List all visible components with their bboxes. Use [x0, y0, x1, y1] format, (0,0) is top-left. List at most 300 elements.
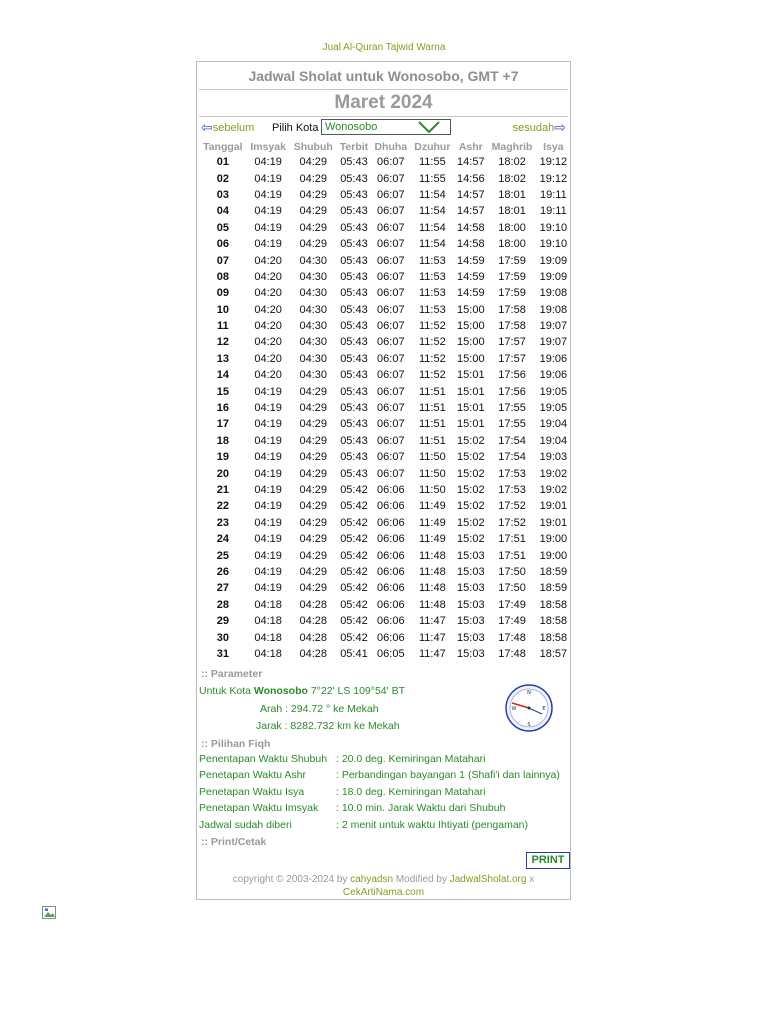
date-cell: 25 [216, 549, 229, 562]
time-cell: 06:06 [377, 565, 405, 578]
time-cell: 04:30 [299, 303, 327, 316]
fiqh-value: : 18.0 deg. Kemiringan Matahari [336, 785, 486, 798]
time-cell: 06:06 [377, 516, 405, 529]
time-cell: 15:00 [457, 320, 485, 333]
time-cell: 04:29 [299, 565, 327, 578]
time-cell: 05:42 [340, 549, 368, 562]
time-cell: 17:48 [498, 647, 526, 660]
time-cell: 11:47 [419, 631, 446, 644]
time-cell: 06:07 [377, 287, 405, 300]
time-cell: 05:43 [340, 172, 368, 185]
mecca-distance: Jarak : 8282.732 km ke Mekah [256, 720, 400, 732]
date-cell: 08 [216, 270, 229, 283]
time-cell: 04:19 [254, 156, 282, 169]
svg-text:W: W [511, 706, 517, 712]
time-cell: 11:53 [419, 270, 446, 283]
time-cell: 05:42 [340, 500, 368, 513]
table-row [199, 367, 570, 383]
prev-label: sebelum [212, 122, 255, 134]
time-cell: 04:30 [299, 369, 327, 382]
date-cell: 15 [216, 385, 229, 398]
city-select-label: Pilih Kota [272, 122, 319, 134]
time-cell: 04:19 [254, 418, 282, 431]
compass-icon [504, 683, 554, 733]
time-cell: 04:28 [299, 615, 327, 628]
time-cell: 04:29 [299, 418, 327, 431]
time-cell: 17:54 [498, 451, 526, 464]
time-cell: 11:53 [419, 254, 446, 267]
time-cell: 04:19 [254, 484, 282, 496]
time-cell: 19:00 [539, 533, 568, 546]
table-row [199, 580, 570, 596]
time-cell: 06:07 [377, 205, 405, 218]
schedule-title: Jadwal Sholat untuk Wonosobo, GMT +7 [248, 68, 519, 84]
time-cell: 04:29 [299, 451, 327, 464]
svg-text:E: E [542, 706, 546, 712]
table-row [199, 318, 570, 334]
time-cell: 04:18 [254, 615, 282, 628]
next-month-link[interactable] [513, 121, 566, 134]
time-cell: 17:58 [498, 303, 526, 316]
time-cell: 15:03 [457, 647, 485, 660]
time-cell: 19:06 [539, 352, 568, 365]
table-row [199, 285, 570, 301]
city-name: Wonosobo [253, 685, 308, 697]
time-cell: 04:29 [299, 172, 327, 185]
date-cell: 07 [216, 254, 229, 267]
time-cell: 06:07 [377, 188, 405, 201]
time-cell: 19:11 [540, 205, 567, 218]
column-header: Shubuh [293, 140, 333, 153]
fiqh-value: : Perbandingan bayangan 1 (Shafi'i dan lainnya) [336, 769, 560, 782]
time-cell: 19:05 [539, 402, 568, 415]
time-cell: 04:18 [254, 647, 282, 660]
top-link-jual-quran[interactable]: Jual Al-Quran Tajwid Warna [322, 42, 446, 53]
table-row [199, 236, 570, 252]
date-cell: 11 [217, 320, 229, 333]
time-cell: 04:19 [254, 221, 282, 234]
time-cell: 15:02 [457, 533, 485, 546]
table-row [199, 531, 570, 547]
date-cell: 13 [216, 352, 229, 365]
time-cell: 17:55 [498, 418, 526, 431]
time-cell: 04:29 [299, 402, 327, 415]
date-cell: 04 [216, 205, 229, 218]
time-cell: 19:00 [539, 549, 568, 562]
time-cell: 11:54 [419, 205, 446, 218]
time-cell: 04:19 [254, 434, 282, 447]
fiqh-value: : 2 menit untuk waktu Ihtiyati (pengaman) [336, 818, 529, 831]
time-cell: 06:07 [377, 254, 405, 267]
time-cell: 11:52 [419, 352, 446, 365]
time-cell: 05:43 [340, 205, 368, 218]
time-cell: 17:51 [498, 533, 526, 546]
time-cell: 18:59 [539, 565, 568, 578]
time-cell: 04:19 [254, 533, 282, 546]
date-cell: 31 [216, 647, 229, 660]
time-cell: 11:48 [419, 549, 446, 562]
time-cell: 19:02 [539, 467, 568, 480]
time-cell: 15:00 [457, 336, 485, 349]
time-cell: 17:59 [498, 287, 526, 300]
table-row [199, 334, 570, 350]
time-cell: 19:11 [540, 188, 567, 201]
time-cell: 17:51 [498, 549, 526, 562]
time-cell: 17:52 [498, 516, 526, 529]
table-row [199, 613, 570, 629]
time-cell: 04:29 [299, 533, 327, 546]
table-row [199, 383, 570, 399]
fiqh-value: : 10.0 min. Jarak Waktu dari Shubuh [336, 802, 506, 815]
date-cell: 16 [216, 402, 229, 415]
copyright-text: copyright © 2003-2024 by [232, 874, 348, 885]
time-cell: 14:56 [457, 172, 485, 185]
time-cell: 05:43 [340, 434, 368, 447]
column-header: Isya [543, 140, 564, 153]
time-cell: 05:43 [340, 352, 368, 365]
column-header: Ashr [458, 140, 483, 153]
time-cell: 04:29 [299, 500, 327, 513]
time-cell: 06:07 [377, 336, 405, 349]
time-cell: 04:19 [254, 500, 282, 513]
time-cell: 15:03 [457, 565, 485, 578]
time-cell: 05:43 [340, 402, 368, 415]
table-row [199, 597, 570, 613]
time-cell: 18:01 [498, 188, 526, 201]
table-row [199, 252, 570, 268]
time-cell: 06:07 [377, 385, 405, 398]
time-cell: 04:29 [299, 434, 327, 447]
time-cell: 11:50 [419, 467, 446, 480]
table-row [199, 302, 570, 318]
time-cell: 04:29 [299, 549, 327, 562]
fiqh-label: Jadwal sudah diberi [199, 818, 292, 831]
time-cell: 18:00 [498, 238, 526, 251]
time-cell: 17:57 [498, 352, 526, 365]
time-cell: 04:19 [254, 172, 282, 185]
time-cell: 04:30 [299, 254, 327, 267]
time-cell: 17:56 [498, 369, 526, 382]
date-cell: 03 [216, 188, 229, 201]
time-cell: 15:03 [457, 582, 485, 595]
time-cell: 18:59 [539, 582, 568, 595]
table-body [199, 154, 570, 662]
time-cell: 04:29 [299, 484, 327, 496]
time-cell: 15:02 [457, 467, 485, 480]
date-cell: 01 [216, 156, 229, 169]
author-link[interactable]: cahyadsn [350, 874, 394, 885]
time-cell: 14:58 [457, 238, 485, 251]
date-cell: 12 [216, 336, 229, 349]
time-cell: 17:53 [498, 467, 526, 480]
time-cell: 06:07 [377, 418, 405, 431]
time-cell: 15:02 [457, 484, 485, 496]
time-cell: 19:02 [539, 484, 568, 496]
time-cell: 11:54 [419, 238, 446, 251]
cekartinama-link[interactable]: CekArtiNama.com [342, 887, 425, 898]
time-cell: 19:06 [539, 369, 568, 382]
time-cell: 11:49 [419, 516, 446, 529]
time-cell: 06:07 [377, 270, 405, 283]
arrow-left-icon: ⇦ [201, 119, 213, 135]
table-row [199, 547, 570, 563]
svg-text:N: N [527, 690, 531, 696]
time-cell: 19:05 [539, 385, 568, 398]
time-cell: 15:01 [457, 402, 485, 415]
time-cell: 18:01 [498, 205, 526, 218]
city-coordinates: 7°22' LS 109°54' BT [310, 685, 405, 697]
time-cell: 11:50 [419, 484, 446, 496]
time-cell: 19:01 [539, 516, 568, 529]
time-cell: 19:12 [539, 172, 568, 185]
time-cell: 14:57 [457, 188, 485, 201]
time-cell: 04:28 [299, 631, 327, 644]
time-cell: 11:55 [419, 156, 446, 169]
time-cell: 11:51 [419, 418, 446, 431]
time-cell: 14:58 [457, 221, 485, 234]
column-header: Maghrib [491, 140, 533, 153]
time-cell: 05:42 [340, 598, 368, 611]
time-cell: 06:06 [377, 582, 405, 595]
time-cell: 04:29 [299, 221, 327, 234]
time-cell: 04:20 [254, 352, 282, 365]
time-cell: 04:19 [254, 205, 282, 218]
time-cell: 05:43 [340, 156, 368, 169]
time-cell: 06:07 [377, 156, 405, 169]
time-cell: 05:43 [340, 287, 368, 300]
time-cell: 14:59 [457, 287, 485, 300]
table-row [199, 498, 570, 514]
time-cell: 17:59 [498, 254, 526, 267]
time-cell: 05:43 [340, 238, 368, 251]
fiqh-label: Penetapan Waktu Ashr [199, 769, 307, 782]
time-cell: 11:52 [419, 369, 446, 382]
column-header: Tanggal [203, 140, 243, 153]
time-cell: 04:29 [299, 238, 327, 251]
date-cell: 05 [216, 221, 229, 234]
date-cell: 20 [216, 467, 229, 480]
time-cell: 04:30 [299, 336, 327, 349]
svg-text:S: S [527, 722, 531, 728]
column-header: Dzuhur [414, 140, 451, 153]
prayer-schedule-table [199, 139, 570, 662]
time-cell: 19:04 [539, 434, 568, 447]
time-cell: 06:07 [377, 451, 405, 464]
city-select[interactable] [321, 119, 451, 135]
time-cell: 17:56 [498, 385, 526, 398]
table-header-row [199, 139, 570, 154]
time-cell: 04:20 [254, 303, 282, 316]
fiqh-heading: :: Pilihan Fiqh [201, 738, 271, 750]
time-cell: 05:43 [340, 221, 368, 234]
time-cell: 06:07 [377, 369, 405, 382]
time-cell: 06:07 [377, 303, 405, 316]
column-header: Dhuha [374, 140, 408, 153]
time-cell: 17:55 [498, 402, 526, 415]
divider [199, 116, 568, 117]
time-cell: 04:28 [299, 647, 327, 660]
date-cell: 27 [216, 582, 229, 595]
time-cell: 15:03 [457, 598, 485, 611]
jadwalsholat-link[interactable]: JadwalSholat.org [449, 874, 527, 885]
time-cell: 19:12 [539, 156, 568, 169]
time-cell: 17:57 [498, 336, 526, 349]
time-cell: 11:49 [419, 533, 446, 546]
time-cell: 11:52 [419, 336, 446, 349]
time-cell: 05:43 [340, 451, 368, 464]
time-cell: 04:19 [254, 467, 282, 480]
time-cell: 05:42 [340, 615, 368, 628]
date-cell: 29 [216, 615, 229, 628]
time-cell: 15:03 [457, 549, 485, 562]
time-cell: 06:07 [377, 402, 405, 415]
time-cell: 17:49 [498, 615, 526, 628]
time-cell: 04:19 [254, 188, 282, 201]
time-cell: 05:42 [340, 565, 368, 578]
time-cell: 17:54 [498, 434, 526, 447]
time-cell: 04:19 [254, 582, 282, 595]
time-cell: 11:47 [419, 647, 446, 660]
time-cell: 15:00 [457, 352, 485, 365]
prev-month-link[interactable] [201, 121, 254, 134]
time-cell: 11:51 [419, 434, 446, 447]
time-cell: 04:20 [254, 270, 282, 283]
time-cell: 04:30 [299, 352, 327, 365]
x-text: x [529, 874, 535, 885]
schedule-panel [196, 61, 571, 900]
time-cell: 04:30 [299, 270, 327, 283]
table-row [199, 564, 570, 580]
time-cell: 04:18 [254, 598, 282, 611]
date-cell: 21 [216, 484, 229, 496]
time-cell: 11:51 [419, 402, 446, 415]
fiqh-label: Penetapan Waktu Imsyak [199, 802, 319, 815]
time-cell: 04:29 [299, 156, 327, 169]
time-cell: 19:09 [539, 254, 568, 267]
date-cell: 24 [216, 533, 229, 546]
time-cell: 05:42 [340, 631, 368, 644]
time-cell: 18:00 [498, 221, 526, 234]
time-cell: 11:51 [419, 385, 446, 398]
time-cell: 15:02 [457, 516, 485, 529]
table-row [199, 515, 570, 531]
time-cell: 06:07 [377, 434, 405, 447]
fiqh-label: Penentapan Waktu Shubuh [199, 753, 328, 765]
copyright-footer [197, 873, 570, 899]
time-cell: 05:43 [340, 467, 368, 480]
time-cell: 06:06 [377, 484, 405, 496]
time-cell: 04:30 [299, 287, 327, 300]
time-cell: 17:50 [498, 565, 526, 578]
time-cell: 05:43 [340, 320, 368, 333]
time-cell: 04:19 [254, 385, 282, 398]
time-cell: 04:19 [254, 516, 282, 529]
column-header: Terbit [339, 140, 369, 153]
broken-image-icon [42, 906, 58, 920]
time-cell: 15:02 [457, 434, 485, 447]
time-cell: 11:48 [419, 598, 446, 611]
time-cell: 04:18 [254, 631, 282, 644]
time-cell: 18:02 [498, 156, 526, 169]
time-cell: 04:19 [254, 238, 282, 251]
time-cell: 19:04 [539, 418, 568, 431]
time-cell: 14:57 [457, 156, 485, 169]
time-cell: 19:08 [539, 287, 568, 300]
table-row [199, 433, 570, 449]
time-cell: 14:59 [457, 270, 485, 283]
time-cell: 04:20 [254, 369, 282, 382]
time-cell: 04:29 [299, 385, 327, 398]
time-cell: 11:53 [419, 287, 446, 300]
city-select-value: Wonosobo [325, 121, 378, 133]
fiqh-label: Penetapan Waktu Isya [199, 785, 305, 798]
time-cell: 17:59 [498, 270, 526, 283]
time-cell: 19:09 [539, 270, 568, 283]
time-cell: 04:28 [299, 598, 327, 611]
time-cell: 15:01 [457, 418, 485, 431]
time-cell: 04:19 [254, 549, 282, 562]
date-cell: 22 [216, 500, 229, 513]
time-cell: 11:50 [419, 451, 446, 464]
time-cell: 18:58 [539, 615, 568, 628]
table-row [199, 629, 570, 645]
column-header: Imsyak [250, 140, 286, 153]
time-cell: 11:53 [419, 303, 446, 316]
table-row [199, 154, 570, 170]
table-row [199, 170, 570, 186]
time-cell: 11:47 [419, 615, 446, 628]
time-cell: 05:43 [340, 270, 368, 283]
table-row [199, 416, 570, 432]
time-cell: 06:05 [377, 647, 405, 660]
date-cell: 26 [216, 565, 229, 578]
date-cell: 18 [216, 434, 229, 447]
time-cell: 15:02 [457, 451, 485, 464]
time-cell: 06:06 [377, 500, 405, 513]
time-cell: 05:43 [340, 188, 368, 201]
time-cell: 05:43 [340, 369, 368, 382]
time-cell: 04:29 [299, 205, 327, 218]
table-row [199, 400, 570, 416]
date-cell: 30 [216, 631, 229, 644]
time-cell: 05:43 [340, 418, 368, 431]
fiqh-value: : 20.0 deg. Kemiringan Matahari [336, 753, 486, 765]
time-cell: 18:02 [498, 172, 526, 185]
time-cell: 19:10 [539, 238, 568, 251]
time-cell: 06:06 [377, 533, 405, 546]
time-cell: 06:06 [377, 615, 405, 628]
time-cell: 15:02 [457, 500, 485, 513]
divider [199, 89, 568, 90]
table-row [199, 646, 570, 662]
time-cell: 17:58 [498, 320, 526, 333]
time-cell: 04:29 [299, 516, 327, 529]
city-parameter-line [199, 685, 405, 697]
time-cell: 19:01 [539, 500, 568, 513]
time-cell: 14:57 [457, 205, 485, 218]
print-heading: :: Print/Cetak [201, 836, 267, 848]
time-cell: 05:42 [340, 582, 368, 595]
time-cell: 11:52 [419, 320, 446, 333]
print-button[interactable]: PRINT [526, 852, 570, 869]
time-cell: 04:19 [254, 402, 282, 415]
time-cell: 05:42 [340, 533, 368, 546]
time-cell: 17:48 [498, 631, 526, 644]
time-cell: 06:07 [377, 352, 405, 365]
month-navigation [197, 119, 570, 139]
time-cell: 05:43 [340, 336, 368, 349]
time-cell: 04:30 [299, 320, 327, 333]
